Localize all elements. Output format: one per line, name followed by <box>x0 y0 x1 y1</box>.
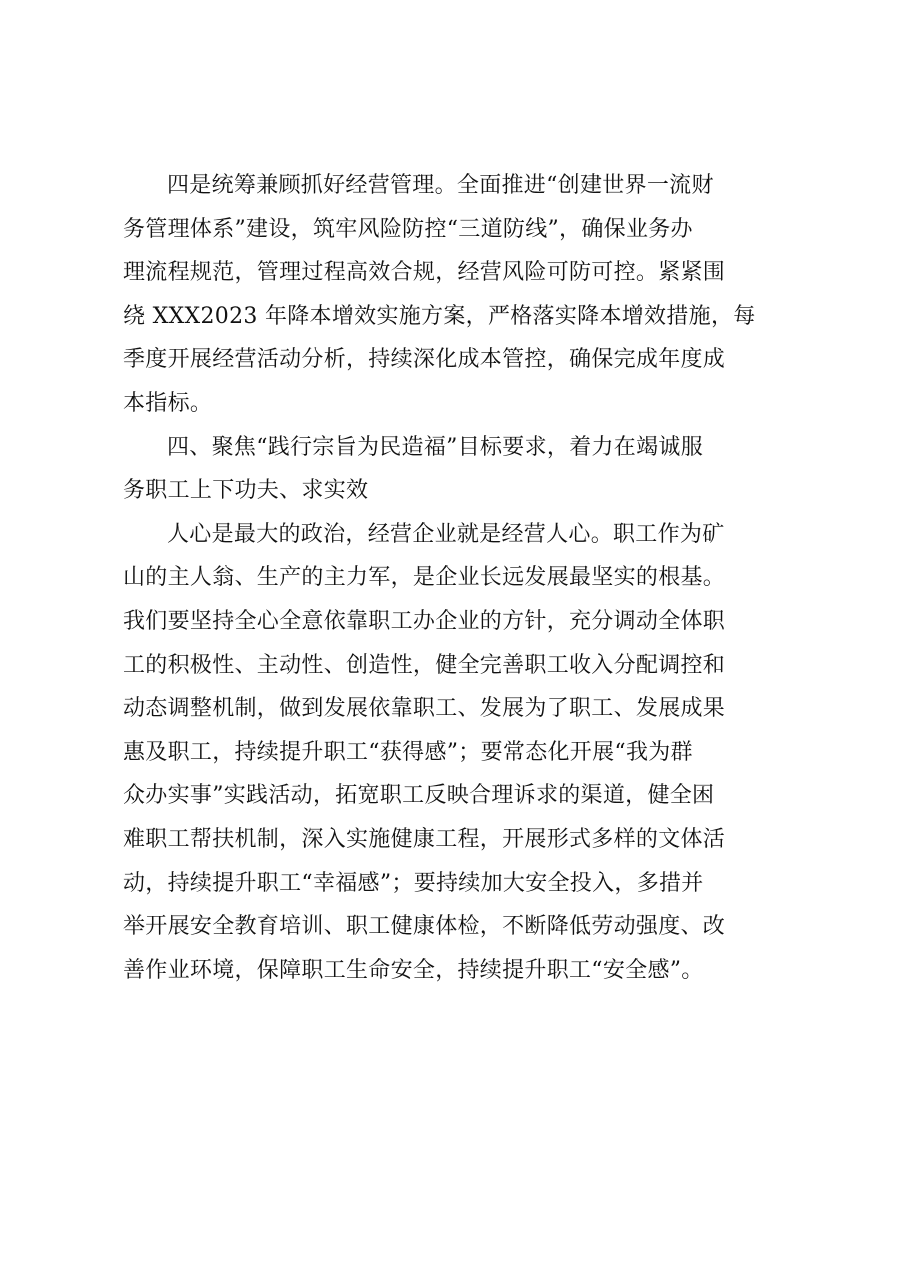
paragraph-2-line-3: 我们要坚持全心全意依靠职工办企业的方针，充分调动全体职 <box>123 608 726 634</box>
paragraph-2-line-9: 动，持续提升职工“幸福感”；要持续加大安全投入，多措并 <box>123 870 704 896</box>
paragraph-2-line-6: 惠及职工，持续提升职工“获得感”；要常态化开展“我为群 <box>123 739 693 765</box>
paragraph-1-line-6: 本指标。 <box>123 390 213 416</box>
paragraph-1-line-3: 理流程规范，管理过程高效合规，经营风险可防可控。紧紧围 <box>123 260 726 286</box>
paragraph-2-line-4: 工的积极性、主动性、创造性，健全完善职工收入分配调控和 <box>123 652 726 678</box>
paragraph-1-line-2: 务管理体系”建设，筑牢风险防控“三道防线”，确保业务办 <box>123 216 693 242</box>
paragraph-2-line-7: 众办实事”实践活动，拓宽职工反映合理诉求的渠道，健全困 <box>123 783 715 809</box>
paragraph-1-line-4: 绕 XXX2023 年降本增效实施方案，严格落实降本增效措施，每 <box>123 303 756 329</box>
document-body <box>123 164 785 992</box>
paragraph-1-line-5: 季度开展经营活动分析，持续深化成本管控，确保完成年度成 <box>123 347 726 373</box>
paragraph-1-line-1: 四是统筹兼顾抓好经营管理。全面推进“创建世界一流财 <box>167 173 714 198</box>
paragraph-2-line-2: 山的主人翁、生产的主力军，是企业长远发展最坚实的根基。 <box>123 565 726 591</box>
paragraph-2-line-1: 人心是最大的政治，经营企业就是经营人心。职工作为矿 <box>167 521 725 547</box>
paragraph-2-line-5: 动态调整机制，做到发展依靠职工、发展为了职工、发展成果 <box>123 696 726 722</box>
paragraph-2-line-11: 善作业环境，保障职工生命安全，持续提升职工“安全感”。 <box>123 957 704 983</box>
section-heading-line-2: 务职工上下功夫、求实效 <box>123 478 369 504</box>
section-heading-line-1: 四、聚焦“践行宗旨为民造福”目标要求，着力在竭诚服 <box>167 434 703 460</box>
paragraph-2-line-10: 举开展安全教育培训、职工健康体检，不断降低劳动强度、改 <box>123 914 726 940</box>
paragraph-2-line-8: 难职工帮扶机制，深入实施健康工程，开展形式多样的文体活 <box>123 826 726 852</box>
